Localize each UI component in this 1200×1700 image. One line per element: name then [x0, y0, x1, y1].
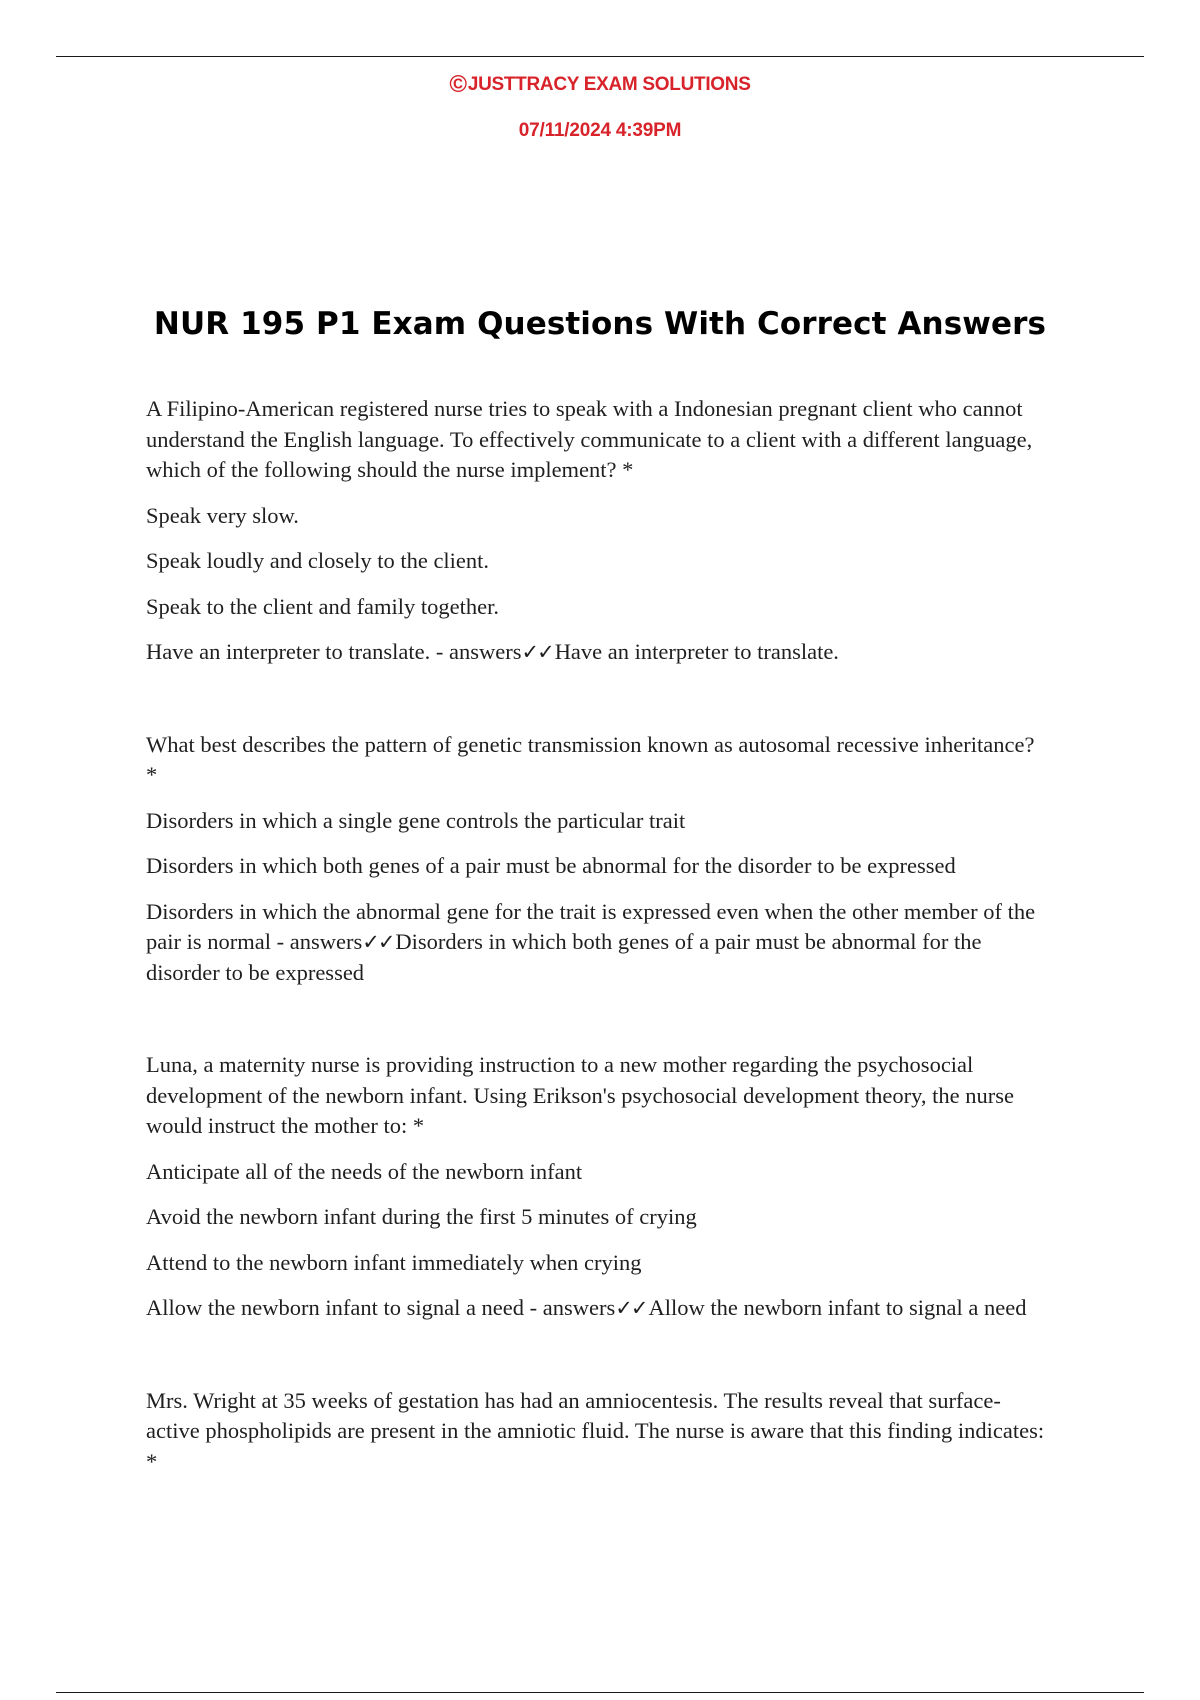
double-check-icon: ✓✓ [362, 930, 394, 954]
question-block [146, 730, 1046, 989]
answer-marker: - answers [270, 929, 363, 954]
answer-option-text: Disorders in which the abnormal gene for the trait is expressed even when the other member of the pair is normal [146, 898, 1036, 954]
double-check-icon: ✓✓ [521, 640, 553, 664]
answer-option: Anticipate all of the needs of the newborn infant [146, 1158, 583, 1184]
question-text: What best describes the pattern of genetic transmission known as autosomal recessive inheritance? * [146, 731, 1035, 787]
answer-option: Disorders in which both genes of a pair must be abnormal for the disorder to be expressed [146, 853, 956, 878]
document-title: NUR 195 P1 Exam Questions With Correct Answers [153, 306, 1047, 342]
answer-option: Speak very slow. [146, 502, 299, 528]
header-rule [56, 56, 1144, 57]
question-text: Luna, a maternity nurse is providing instruction to a new mother regarding the psychosocial development of the newborn infant. Using Erikson's psychosocial development theory, the nurse would instruct the mother to: * [146, 1052, 1015, 1138]
double-check-icon: ✓✓ [615, 1296, 647, 1320]
answer-marker: - answers [430, 639, 522, 664]
answer-option: Disorders in which a single gene controls the particular trait [146, 807, 686, 833]
answer-marker: - answers [524, 1295, 616, 1320]
footer-rule [56, 1692, 1144, 1693]
question-text: Mrs. Wright at 35 weeks of gestation has had an amniocentesis. The results reveal that surface-active phospholipids are present in the amniotic fluid. The nurse is aware that this finding indicates: * [146, 1387, 1045, 1474]
brand-name: JUSTTRACY EXAM SOLUTIONS [467, 74, 751, 95]
question-list [146, 394, 1046, 1492]
question-text: A Filipino-American registered nurse tries to speak with a Indonesian pregnant client who cannot understand the English language. To effectively communicate to a client with a different language, which of the following should the nurse implement? * [146, 396, 1033, 482]
answer-option: Speak to the client and family together. [146, 593, 500, 619]
timestamp: 07/11/2024 4:39PM [518, 120, 682, 141]
answer-option-with-answer [146, 637, 1046, 668]
answer-option-with-answer [146, 897, 1046, 989]
answer-option-text: Have an interpreter to translate. [146, 639, 431, 664]
question-block [146, 1386, 1046, 1478]
question-block [146, 394, 1046, 668]
answer-option: Avoid the newborn infant during the first 5 minutes of crying [146, 1204, 697, 1229]
correct-answer: Disorders in which both genes of a pair must be abnormal for the disorder to be expressed [146, 929, 982, 985]
copyright-icon: © [449, 71, 467, 98]
answer-option-with-answer [146, 1293, 1046, 1324]
answer-option-text: Allow the newborn infant to signal a need [146, 1295, 525, 1320]
correct-answer: Allow the newborn infant to signal a need [648, 1295, 1027, 1320]
answer-option: Speak loudly and closely to the client. [146, 548, 490, 573]
question-block [146, 1050, 1046, 1324]
correct-answer: Have an interpreter to translate. [554, 639, 839, 664]
answer-option: Attend to the newborn infant immediately when crying [146, 1249, 642, 1275]
brand-watermark [0, 71, 1200, 98]
